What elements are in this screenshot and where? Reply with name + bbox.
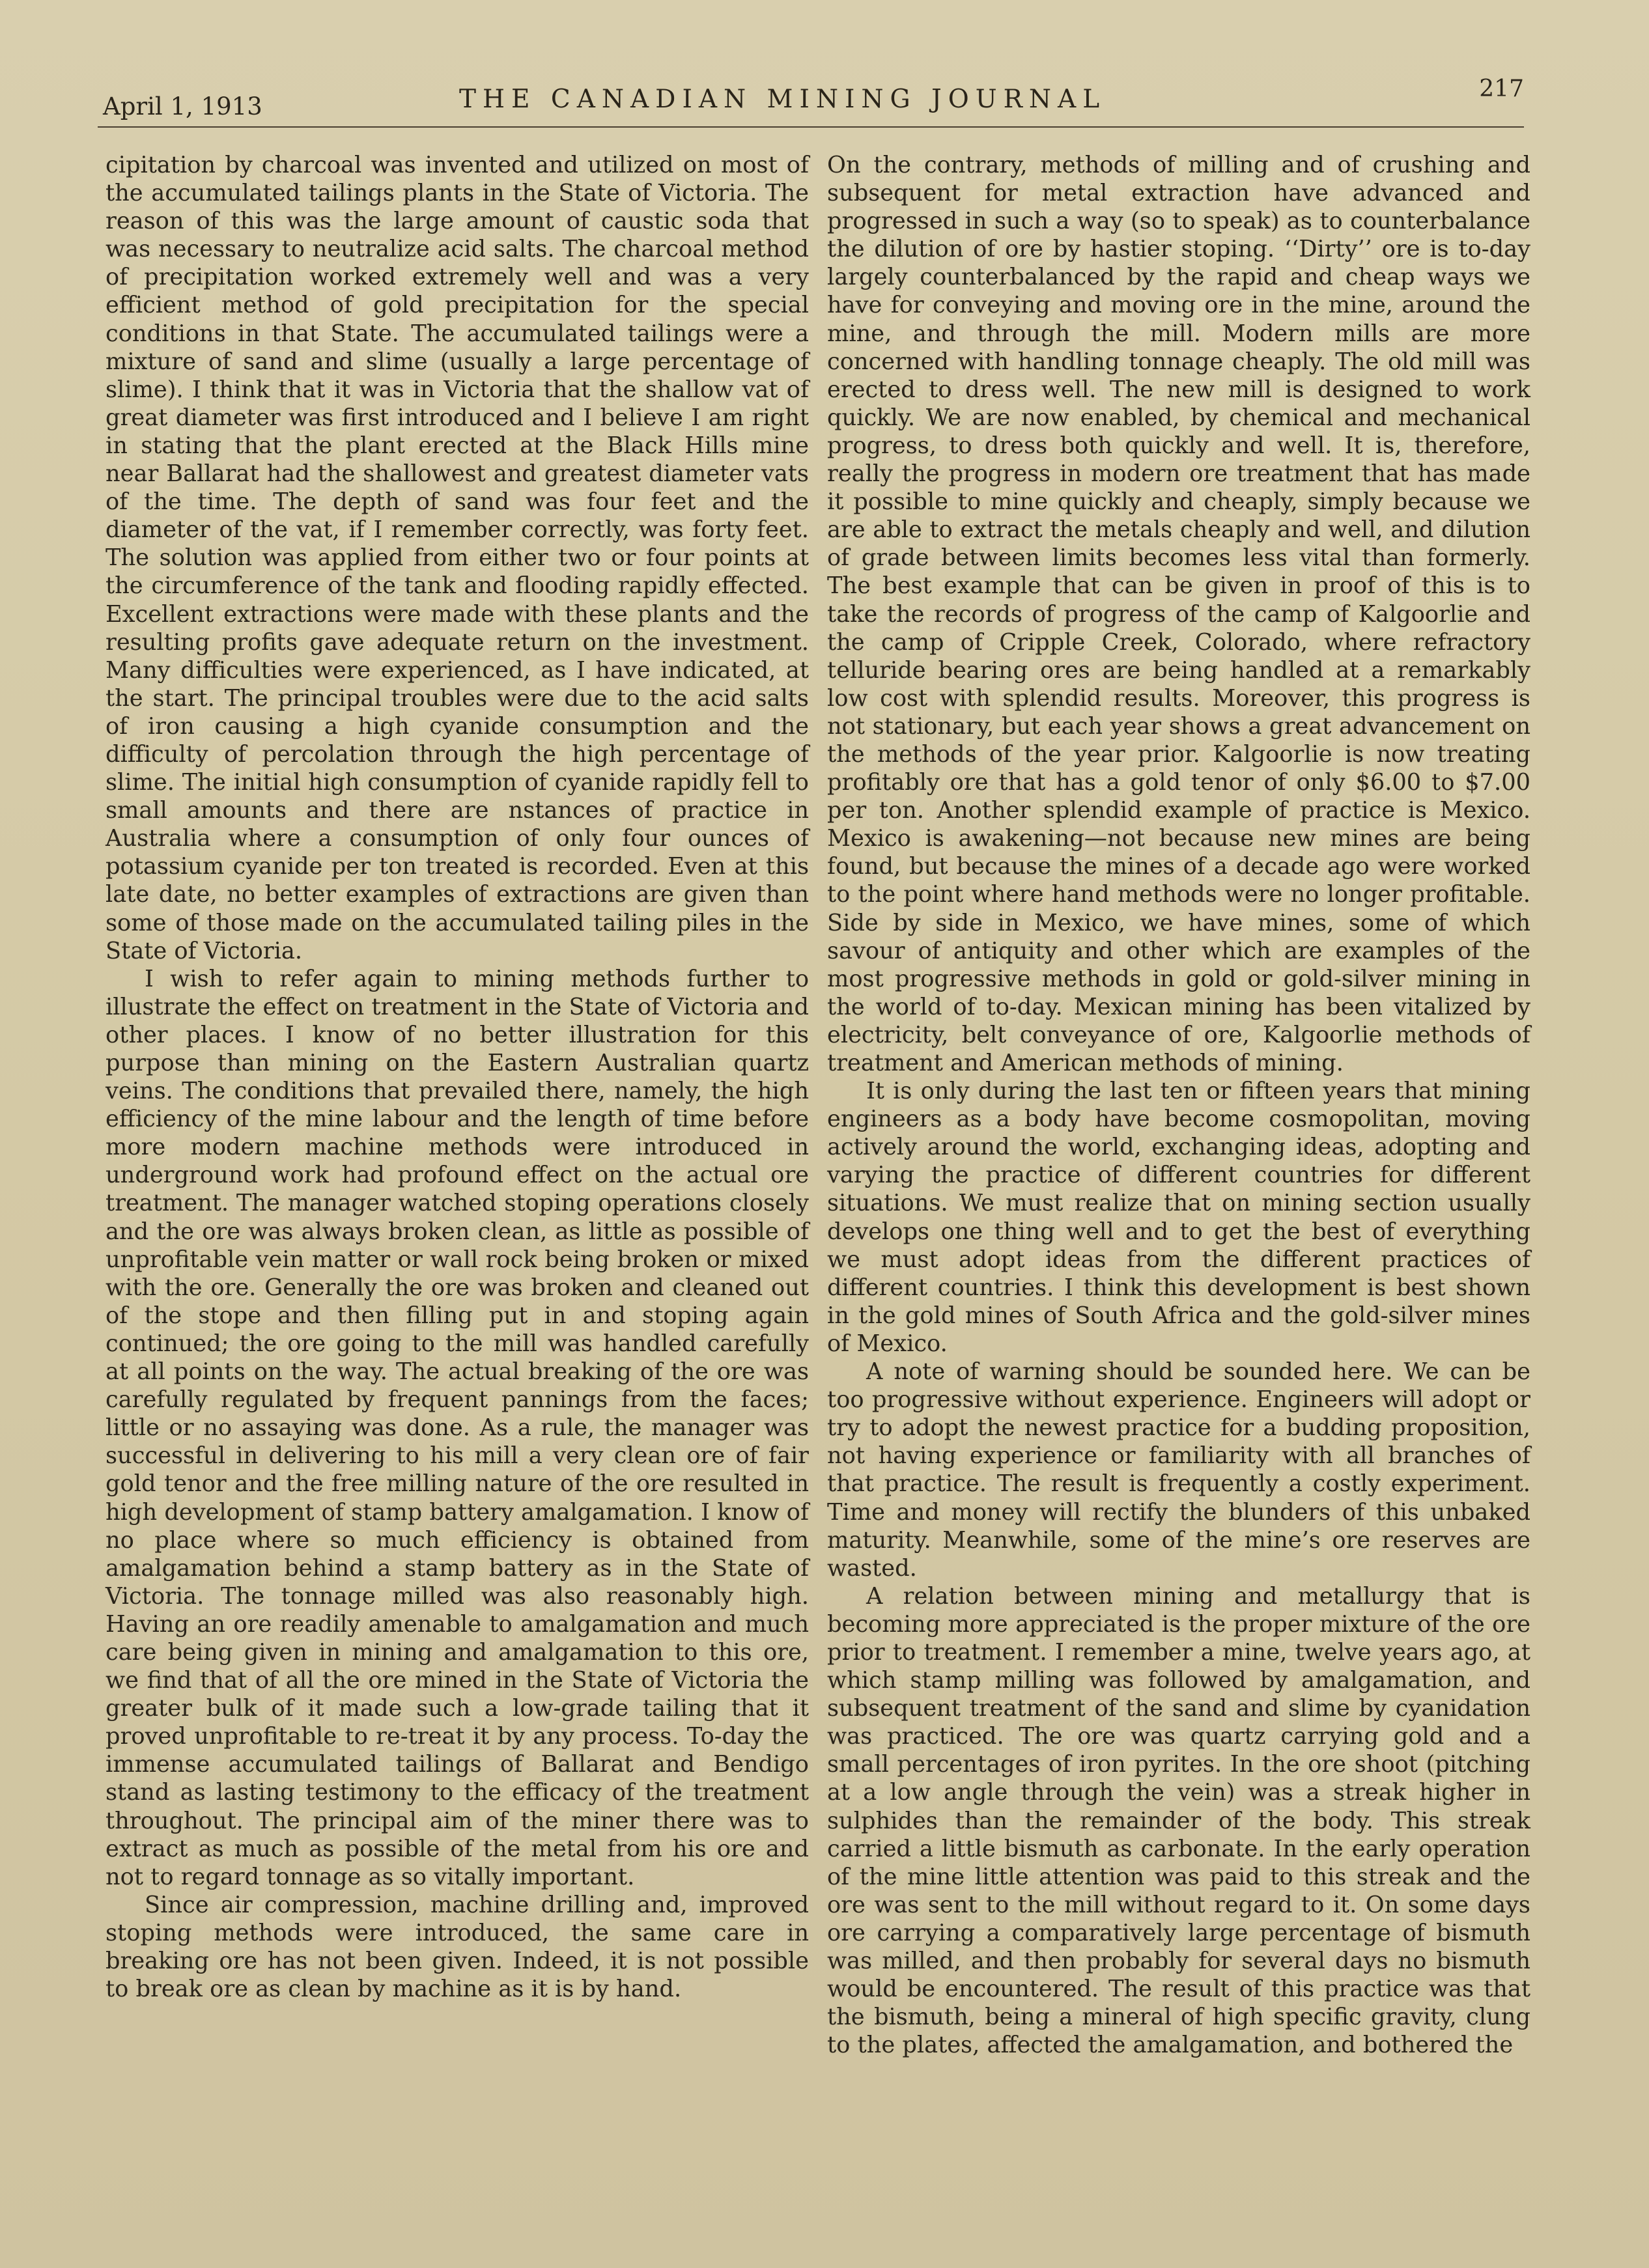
paragraph: It is only during the last ten or fifteen years that mining engineers as a body have become cosmopolitan, moving actively around the world, exchanging ideas, adopting and varying the practice of different countries for different situations. We must realize that on mining section usually develops one thing well and to get the best of everything we must adopt ideas from the different practices of different countries. I think this development is best shown in the gold mines of South Africa and the gold-silver mines of Mexico. [827,1078,1530,1357]
paragraph: A relation between mining and metallurgy that is becoming more appreciated is the proper mixture of the ore prior to treatment. I remember a mine, twelve years ago, at which stamp milling was followed by amalgamation, and subsequent treatment of the sand and slime by cyanidation was practiced. The ore was quartz carrying gold and a small percentages of iron pyrites. In the ore shoot (pitching at a low angle through the vein) was a streak higher in sulphides than the remainder of the body. This streak carried a little bismuth as carbonate. In the early operation of the mine little attention was paid to this streak and the ore was sent to the mill without regard to it. On some days ore carrying a comparatively large percentage of bismuth was milled, and then probably for several days no bismuth would be encountered. The result of this practice was that the bismuth, being a mineral of high specific gravity, clung to the plates, affected the amalgamation, and bothered the [827,1582,1530,2059]
journal-title: THE CANADIAN MINING JOURNAL [459,85,1106,114]
right-column [827,151,1530,2059]
page-number: 217 [1479,76,1524,102]
page-header [98,65,1524,124]
paragraph: A note of warning should be sounded here. We can be too progressive without experience. Engineers will adopt or try to adopt the newest practice for a budding proposition, not having experience or familiarity with all branches of that practice. The result is frequently a costly experiment. Time and money will rectify the blunders of this unbaked maturity. Meanwhile, some of the mine’s ore reserves are wasted. [827,1358,1530,1582]
left-column [106,151,809,2003]
paragraph: Since air compression, machine drilling and, improved stoping methods were introduced, the same care in breaking ore has not been given. Indeed, it is not possible to break ore as clean by machine as it is by hand. [106,1891,809,2003]
paragraph: I wish to refer again to mining methods further to illustrate the effect on treatment in the State of Victoria and other places. I know of no better illustration for this purpose than mining on the Eastern Australian quartz veins. The conditions that prevailed there, namely, the high efficiency of the mine labour and the length of time before more modern machine methods were introduced in underground work had profound effect on the actual ore treatment. The manager watched stoping operations closely and the ore was always broken clean, as little as possible of unprofitable vein matter or wall rock being broken or mixed with the ore. Generally the ore was broken and cleaned out of the stope and then filling put in and stoping again continued; the ore going to the mill was handled carefully at all points on the way. The actual breaking of the ore was carefully regulated by frequent pannings from the faces; little or no assaying was done. As a rule, the manager was successful in delivering to his mill a very clean ore of fair gold tenor and the free milling nature of the ore resulted in high development of stamp battery amalgamation. I know of no place where so much efficiency is obtained from amalgamation behind a stamp battery as in the State of Victoria. The tonnage milled was also reasonably high. Having an ore readily amenable to amalgamation and much care being given in mining and amalgamation to this ore, we find that of all the ore mined in the State of Victoria the greater bulk of it made such a low-grade tailing that it proved unprofitable to re-treat it by any process. To-day the immense accumulated tailings of Ballarat and Bendigo stand as lasting testimony to the efficacy of the treatment throughout. The principal aim of the miner there was to extract as much as possible of the metal from his ore and not to regard tonnage as so vitally important. [106,965,809,1890]
header-rule [98,126,1524,128]
issue-date: April 1, 1913 [103,92,262,120]
paragraph: cipitation by charcoal was invented and utilized on most of the accumulated tailings plants in the State of Victoria. The reason of this was the large amount of caustic soda that was necessary to neutralize acid salts. The charcoal method of precipitation worked extremely well and was a very efficient method of gold precipitation for the special conditions in that State. The accumulated tailings were a mixture of sand and slime (usually a large percentage of slime). I think that it was in Victoria that the shallow vat of great diameter was first introduced and I believe I am right in stating that the plant erected at the Black Hills mine near Ballarat had the shallowest and greatest diameter vats of the time. The depth of sand was four feet and the diameter of the vat, if I remember correctly, was forty feet. The solution was applied from either two or four points at the circumference of the tank and flooding rapidly effected. Excellent extractions were made with these plants and the resulting profits gave adequate return on the investment. Many difficulties were experienced, as I have indicated, at the start. The principal troubles were due to the acid salts of iron causing a high cyanide consumption and the difficulty of percolation through the high percentage of slime. The initial high consumption of cyanide rapidly fell to small amounts and there are nstances of practice in Australia where a consumption of only four ounces of potassium cyanide per ton treated is recorded. Even at this late date, no better examples of extractions are given than some of those made on the accumulated tailing piles in the State of Victoria. [106,152,809,964]
paragraph: On the contrary, methods of milling and of crushing and subsequent for metal extraction have advanced and progressed in such a way (so to speak) as to counterbalance the dilution of ore by hastier stoping. ‘‘Dirty’’ ore is to-day largely counterbalanced by the rapid and cheap ways we have for conveying and moving ore in the mine, around the mine, and through the mill. Modern mills are more concerned with handling tonnage cheaply. The old mill was erected to dress well. The new mill is designed to work quickly. We are now enabled, by chemical and mechanical progress, to dress both quickly and well. It is, therefore, really the progress in modern ore treatment that has made it possible to mine quickly and cheaply, simply because we are able to extract the metals cheaply and well, and dilution of grade between limits becomes less vital than formerly. The best example that can be given in proof of this is to take the records of progress of the camp of Kalgoorlie and the camp of Cripple Creek, Colorado, where refractory telluride bearing ores are being handled at a remarkably low cost with splendid results. Moreover, this progress is not stationary, but each year shows a great advancement on the methods of the year prior. Kalgoorlie is now treating profitably ore that has a gold tenor of only $6.00 to $7.00 per ton. Another splendid example of practice is Mexico. Mexico is awakening—not because new mines are being found, but because the mines of a decade ago were worked to the point where hand methods were no longer profitable. Side by side in Mexico, we have mines, some of which savour of antiquity and other which are examples of the most progressive methods in gold or gold-silver mining in the world of to-day. Mexican mining has been vitalized by electricity, belt conveyance of ore, Kalgoorlie methods of treatment and American methods of mining. [827,152,1530,1076]
